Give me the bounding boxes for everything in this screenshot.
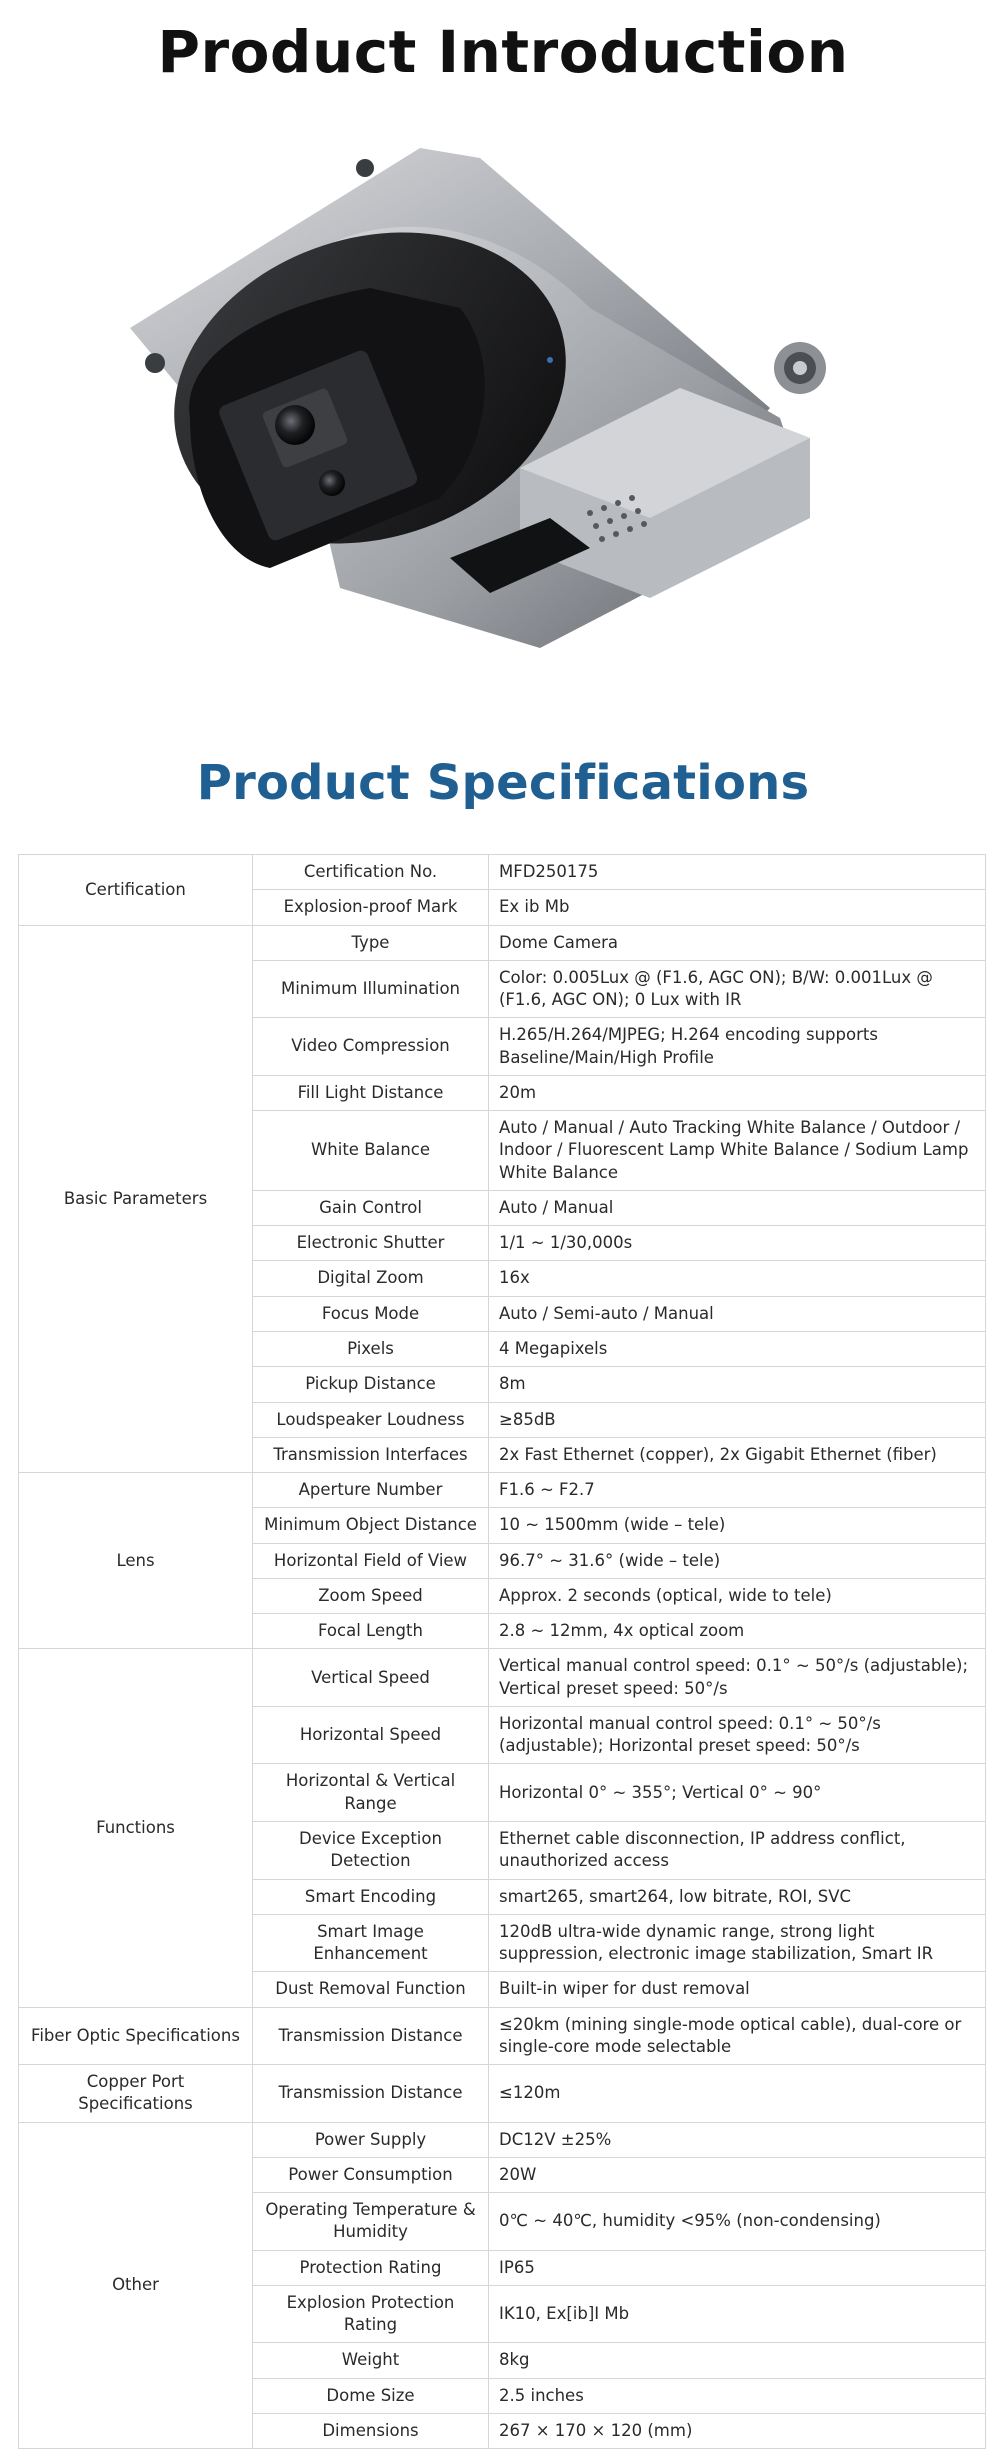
spec-parameter: Loudspeaker Loudness <box>253 1402 489 1437</box>
spec-parameter: Dust Removal Function <box>253 1972 489 2007</box>
page-title: Product Introduction <box>157 18 849 86</box>
spec-parameter: Electronic Shutter <box>253 1226 489 1261</box>
table-row <box>19 1473 986 1508</box>
spec-value: Auto / Manual / Auto Tracking White Balance / Outdoor / Indoor / Fluorescent Lamp White Balance / Sodium Lamp White Balance <box>489 1111 986 1191</box>
table-row <box>19 2065 986 2123</box>
spec-value: 120dB ultra-wide dynamic range, strong light suppression, electronic image stabilization, Smart IR <box>489 1914 986 1972</box>
specifications-body <box>19 855 986 2449</box>
spec-parameter: Smart Image Enhancement <box>253 1914 489 1972</box>
spec-value: 0℃ ~ 40℃, humidity <95% (non-condensing) <box>489 2193 986 2251</box>
spec-parameter: Dome Size <box>253 2378 489 2413</box>
spec-value: DC12V ±25% <box>489 2122 986 2157</box>
spec-parameter: Explosion Protection Rating <box>253 2285 489 2343</box>
table-row <box>19 855 986 890</box>
spec-value: 8m <box>489 1367 986 1402</box>
spec-parameter: Video Compression <box>253 1018 489 1076</box>
table-row <box>19 2007 986 2065</box>
spec-value: IP65 <box>489 2250 986 2285</box>
section-title: Product Specifications <box>196 755 810 811</box>
spec-parameter: Horizontal Field of View <box>253 1543 489 1578</box>
spec-parameter: Device Exception Detection <box>253 1821 489 1879</box>
spec-parameter: Fill Light Distance <box>253 1075 489 1110</box>
spec-parameter: Focal Length <box>253 1614 489 1649</box>
spec-parameter: Operating Temperature & Humidity <box>253 2193 489 2251</box>
spec-value: 2x Fast Ethernet (copper), 2x Gigabit Ethernet (fiber) <box>489 1437 986 1472</box>
spec-value: ≥85dB <box>489 1402 986 1437</box>
spec-parameter: Minimum Illumination <box>253 960 489 1018</box>
spec-parameter: Vertical Speed <box>253 1649 489 1707</box>
product-image <box>120 138 900 718</box>
spec-value: Dome Camera <box>489 925 986 960</box>
spec-value: F1.6 ~ F2.7 <box>489 1473 986 1508</box>
spec-value: ≤120m <box>489 2065 986 2123</box>
spec-parameter: Pickup Distance <box>253 1367 489 1402</box>
table-row <box>19 2122 986 2157</box>
spec-parameter: Pixels <box>253 1331 489 1366</box>
spec-parameter: Zoom Speed <box>253 1578 489 1613</box>
spec-parameter: Transmission Distance <box>253 2007 489 2065</box>
table-row <box>19 925 986 960</box>
spec-value: Ex ib Mb <box>489 890 986 925</box>
spec-parameter: Transmission Distance <box>253 2065 489 2123</box>
spec-parameter: Horizontal & Vertical Range <box>253 1764 489 1822</box>
spec-parameter: Certification No. <box>253 855 489 890</box>
spec-value: 16x <box>489 1261 986 1296</box>
spec-value: 2.5 inches <box>489 2378 986 2413</box>
spec-parameter: Weight <box>253 2343 489 2378</box>
spec-parameter: Aperture Number <box>253 1473 489 1508</box>
spec-value: Ethernet cable disconnection, IP address conflict, unauthorized access <box>489 1821 986 1879</box>
spec-parameter: Dimensions <box>253 2414 489 2449</box>
spec-parameter: Horizontal Speed <box>253 1706 489 1764</box>
spec-parameter: Power Consumption <box>253 2157 489 2192</box>
spec-value: 1/1 ~ 1/30,000s <box>489 1226 986 1261</box>
spec-parameter: Gain Control <box>253 1190 489 1225</box>
spec-group-label: Certification <box>19 855 253 926</box>
spec-value: 20W <box>489 2157 986 2192</box>
spec-parameter: Digital Zoom <box>253 1261 489 1296</box>
spec-parameter: Power Supply <box>253 2122 489 2157</box>
spec-value: IK10, Ex[ib]I Mb <box>489 2285 986 2343</box>
spec-value: Approx. 2 seconds (optical, wide to tele) <box>489 1578 986 1613</box>
spec-value: ≤20km (mining single-mode optical cable), dual-core or single-core mode selectable <box>489 2007 986 2065</box>
spec-group-label: Other <box>19 2122 253 2449</box>
spec-value: Horizontal manual control speed: 0.1° ~ 50°/s (adjustable); Horizontal preset speed: 50°/s <box>489 1706 986 1764</box>
spec-parameter: Protection Rating <box>253 2250 489 2285</box>
spec-value: smart265, smart264, low bitrate, ROI, SVC <box>489 1879 986 1914</box>
spec-value: 2.8 ~ 12mm, 4x optical zoom <box>489 1614 986 1649</box>
spec-parameter: Minimum Object Distance <box>253 1508 489 1543</box>
spec-parameter: Explosion-proof Mark <box>253 890 489 925</box>
spec-value: 20m <box>489 1075 986 1110</box>
spec-value: Auto / Manual <box>489 1190 986 1225</box>
spec-group-label: Functions <box>19 1649 253 2007</box>
spec-value: H.265/H.264/MJPEG; H.264 encoding supports Baseline/Main/High Profile <box>489 1018 986 1076</box>
spec-value: Vertical manual control speed: 0.1° ~ 50°/s (adjustable); Vertical preset speed: 50°/s <box>489 1649 986 1707</box>
spec-value: Built-in wiper for dust removal <box>489 1972 986 2007</box>
spec-value: 4 Megapixels <box>489 1331 986 1366</box>
spec-parameter: Transmission Interfaces <box>253 1437 489 1472</box>
spec-value: MFD250175 <box>489 855 986 890</box>
table-row <box>19 1649 986 1707</box>
spec-parameter: Type <box>253 925 489 960</box>
spec-value: 8kg <box>489 2343 986 2378</box>
spec-value: 96.7° ~ 31.6° (wide – tele) <box>489 1543 986 1578</box>
spec-group-label: Lens <box>19 1473 253 1649</box>
spec-group-label: Copper Port Specifications <box>19 2065 253 2123</box>
spec-group-label: Fiber Optic Specifications <box>19 2007 253 2065</box>
spec-parameter: Focus Mode <box>253 1296 489 1331</box>
spec-value: 10 ~ 1500mm (wide – tele) <box>489 1508 986 1543</box>
spec-value: Auto / Semi-auto / Manual <box>489 1296 986 1331</box>
spec-value: Horizontal 0° ~ 355°; Vertical 0° ~ 90° <box>489 1764 986 1822</box>
spec-parameter: Smart Encoding <box>253 1879 489 1914</box>
spec-value: Color: 0.005Lux @ (F1.6, AGC ON); B/W: 0.001Lux @ (F1.6, AGC ON); 0 Lux with IR <box>489 960 986 1018</box>
specifications-table <box>18 854 986 2449</box>
spec-value: 267 × 170 × 120 (mm) <box>489 2414 986 2449</box>
spec-parameter: White Balance <box>253 1111 489 1191</box>
spec-group-label: Basic Parameters <box>19 925 253 1473</box>
